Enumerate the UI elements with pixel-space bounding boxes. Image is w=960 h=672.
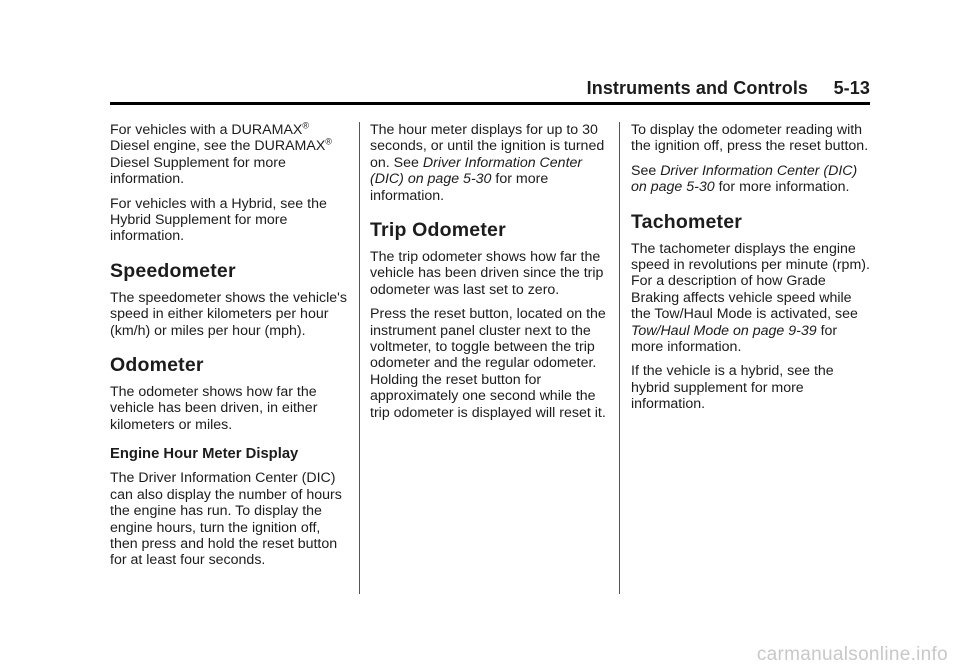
tachometer-text: The tachometer displays the engine speed in revolutions per minute (rpm). For a description of how Grade Braking affects vehicle speed while the Tow/Haul Mode is activated, see — [631, 240, 870, 323]
header-rule — [110, 102, 870, 105]
dic-reference-link[interactable]: Driver Information Center (DIC) on page 5-30 — [631, 162, 858, 196]
column-2 — [370, 122, 608, 429]
duramax-text-2: Diesel engine, see the DURAMAX — [110, 138, 326, 155]
registered-mark: ® — [325, 136, 332, 147]
see-text-end: for more information. — [714, 179, 850, 196]
column-1 — [110, 122, 350, 577]
dic-reference-link[interactable]: Driver Information Center (DIC) on page 5-30 — [370, 154, 583, 188]
speedometer-heading: Speedometer — [110, 259, 236, 282]
hybrid-supplement-paragraph: If the vehicle is a hybrid, see the hybrid supplement for more information. — [631, 363, 834, 413]
registered-mark: ® — [302, 120, 310, 131]
engine-hour-meter-heading: Engine Hour Meter Display — [110, 446, 299, 463]
see-text: See — [631, 162, 661, 179]
watermark: carmanualsonline.info — [756, 644, 948, 665]
page-header-title — [587, 78, 870, 99]
see-dic-paragraph — [631, 163, 871, 196]
page-header — [110, 78, 870, 104]
duramax-text-1: For vehicles with a DURAMAX — [110, 122, 303, 138]
trip-odometer-paragraph-1: The trip odometer shows how far the vehicle has been driven since the trip odometer was last set to zero. — [370, 249, 604, 298]
tachometer-text-end: for more information. — [631, 322, 838, 356]
trip-odometer-heading: Trip Odometer — [370, 219, 506, 242]
duramax-paragraph — [110, 122, 350, 188]
speedometer-paragraph: The speedometer shows the vehicle's speed in either kilometers per hour (km/h) or miles per hour (mph). — [110, 289, 347, 339]
engine-hour-meter-paragraph: The Driver Information Center (DIC) can also display the number of hours the engine has run. To display the engine hours, turn the ignition off, then press and hold the reset button for at least four seconds. — [110, 470, 342, 569]
odometer-ignition-paragraph: To display the odometer reading with the ignition off, press the reset button. — [631, 122, 869, 155]
hour-meter-text-end: for more information. — [370, 171, 549, 204]
page-number: 5-13 — [833, 78, 870, 98]
odometer-paragraph: The odometer shows how far the vehicle has been driven, in either kilometers or miles. — [110, 384, 318, 433]
tachometer-heading: Tachometer — [631, 210, 743, 233]
tow-haul-reference-link[interactable]: Tow/Haul Mode on page 9-39 — [631, 322, 817, 339]
tachometer-paragraph — [631, 241, 871, 356]
column-divider — [359, 122, 360, 594]
hybrid-paragraph: For vehicles with a Hybrid, see the Hybrid Supplement for more information. — [110, 195, 327, 245]
odometer-heading: Odometer — [110, 354, 204, 377]
column-divider — [619, 122, 620, 594]
hour-meter-paragraph — [370, 122, 608, 204]
trip-odometer-paragraph-2: Press the reset button, located on the instrument panel cluster next to the voltmeter, to toggle between the trip odometer and the regular odometer. Holding the reset button for approximately one second while the trip odometer is displayed will reset it. — [370, 306, 606, 421]
duramax-text-3: Diesel Supplement for more information. — [110, 154, 286, 188]
hour-meter-text: The hour meter displays for up to 30 seconds, or until the ignition is turned on. See — [370, 122, 605, 171]
column-3 — [631, 122, 871, 421]
section-title: Instruments and Controls — [586, 78, 809, 98]
